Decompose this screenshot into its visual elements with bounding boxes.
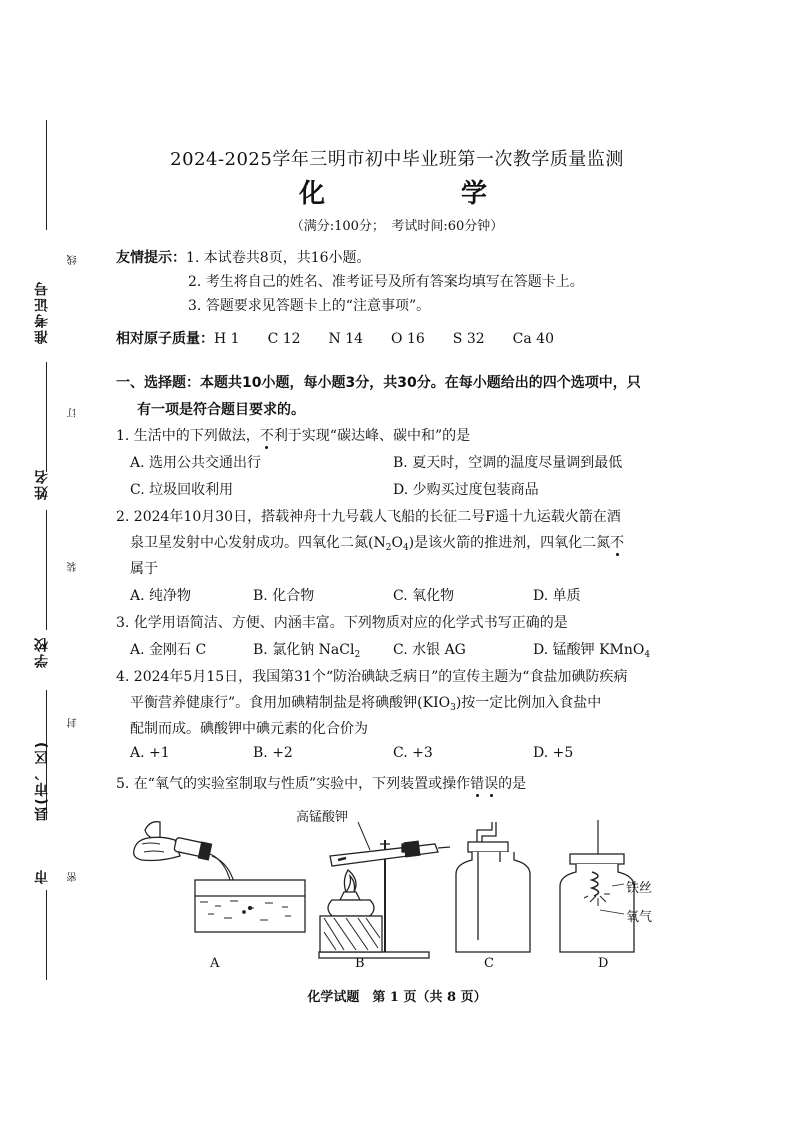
page-footer: 化学试题 第 1 页（共 8 页） <box>307 990 487 1005</box>
question-5-stem <box>116 773 526 793</box>
q2-option-d: D. 单质 <box>533 588 581 604</box>
city-label: 市 <box>34 868 50 884</box>
q1-option-b: B. 夏天时，空调的温度尽量调到最低 <box>393 455 623 471</box>
section-heading: 一、选择题：本题共10小题，每小题3分，共30分。在每小题给出的四个选项中，只 <box>116 375 641 391</box>
label-iron-wire: 铁丝 <box>626 881 653 896</box>
option-text: D. 锰酸钾 KMnO <box>533 642 645 658</box>
margin-line <box>46 510 47 630</box>
q2-option-b: B. 化合物 <box>253 588 315 604</box>
stem-text: O <box>391 535 403 551</box>
question-4-line-3: 配制而成。碘酸钾中碘元素的化合价为 <box>130 721 368 737</box>
apparatus-label-b: B <box>355 956 365 971</box>
question-2-line-2 <box>130 532 624 553</box>
question-4-line-2 <box>130 692 601 713</box>
margin-line <box>46 362 47 472</box>
apparatus-label-a: A <box>210 956 220 971</box>
exam-id-label: 准考证号 <box>34 280 50 344</box>
seal-mark-ding: 订 <box>68 408 79 418</box>
stem-text: 泉卫星发射中心发射成功。四氧化二氮(N <box>130 535 386 551</box>
margin-line <box>46 890 47 980</box>
stem-text: 1. 生活中的下列做法， <box>116 428 260 444</box>
seal-mark-zhuang: 装 <box>68 562 79 572</box>
stem-text: )按一定比例加入食盐中 <box>455 695 602 711</box>
apparatus-a <box>134 822 305 932</box>
q4-option-b: B. +2 <box>253 745 293 761</box>
subscript: 3 <box>450 703 456 713</box>
stem-text: 利于实现“碳达峰、碳中和”的是 <box>273 428 471 444</box>
q4-option-c: C. +3 <box>393 745 433 761</box>
tip-item: 2. 考生将自己的姓名、准考证号及所有答案均填写在答题卡上。 <box>188 274 584 290</box>
apparatus-figure <box>120 800 660 970</box>
exam-meta: （满分:100分； 考试时间:60分钟） <box>290 219 504 234</box>
stem-text: 平衡营养健康行”。食用加碘精制盐是将碘酸钾(KIO <box>130 695 451 711</box>
emphasis-char: 不 <box>259 428 274 444</box>
emphasis-char: 误 <box>484 776 499 792</box>
seal-mark-xian: 线 <box>68 255 79 265</box>
subscript: 2 <box>385 543 392 553</box>
subscript: 2 <box>354 650 361 660</box>
q3-option-d <box>533 639 650 660</box>
question-1-stem <box>116 425 470 445</box>
section-heading-cont: 有一项是符合题目要求的。 <box>137 402 305 418</box>
q3-option-b <box>253 639 360 660</box>
county-label: 县(市、区) <box>34 740 50 821</box>
question-4-line-1: 4. 2024年5月15日，我国第31个“防治碘缺乏病日”的宣传主题为“食盐加碘防疾病 <box>116 669 628 685</box>
q2-option-c: C. 氧化物 <box>393 588 455 604</box>
subscript: 4 <box>402 543 409 553</box>
subscript: 4 <box>644 650 651 660</box>
school-label: 学校 <box>34 636 50 668</box>
name-label: 姓名 <box>34 468 50 500</box>
q4-option-a: A. +1 <box>130 745 170 761</box>
question-3-stem: 3. 化学用语简洁、方便、内涵丰富。下列物质对应的化学式书写正确的是 <box>116 615 568 631</box>
seal-mark-mi: 密 <box>68 872 79 882</box>
subject-title: 化 学 <box>298 179 515 209</box>
tips-label: 友情提示： <box>116 250 186 266</box>
q3-option-a: A. 金刚石 C <box>130 642 207 658</box>
label-oxygen: 氧气 <box>626 910 653 925</box>
label-kmno4: 高锰酸钾 <box>296 810 349 825</box>
apparatus-label-d: D <box>598 956 609 971</box>
exam-title: 2024-2025学年三明市初中毕业班第一次教学质量监测 <box>170 149 624 170</box>
stem-text: 的是 <box>498 776 527 792</box>
q1-option-d: D. 少购买过度包装商品 <box>393 482 539 498</box>
q4-option-d: D. +5 <box>533 745 574 761</box>
question-2-line-3: 属于 <box>130 561 158 577</box>
question-2-line-1: 2. 2024年10月30日，搭载神舟十九号载人飞船的长征二号F遥十九运载火箭在酒 <box>116 509 621 525</box>
stem-text: 5. 在“氧气的实验室制取与性质”实验中，下列装置或操作 <box>116 776 471 792</box>
q1-option-c: C. 垃圾回收利用 <box>130 482 234 498</box>
apparatus-d <box>560 820 634 952</box>
q3-option-c: C. 水银 AG <box>393 642 466 658</box>
emphasis-char: 不 <box>610 535 625 551</box>
tips-line-1 <box>116 247 371 267</box>
q2-option-a: A. 纯净物 <box>130 588 192 604</box>
apparatus-label-c: C <box>484 956 494 971</box>
option-text: B. 氯化钠 NaCl <box>253 642 355 658</box>
atomic-masses-label: 相对原子质量： <box>116 331 214 347</box>
q1-option-a: A. 选用公共交通出行 <box>130 455 262 471</box>
tip-item: 3. 答题要求见答题卡上的“注意事项”。 <box>188 298 431 314</box>
apparatus-b <box>319 822 450 958</box>
atomic-masses <box>116 328 554 348</box>
apparatus-c <box>456 822 530 952</box>
seal-mark-feng: 封 <box>68 718 79 728</box>
tip-item: 1. 本试卷共8页，共16小题。 <box>186 250 371 266</box>
emphasis-char: 错 <box>470 776 485 792</box>
stem-text: )是该火箭的推进剂，四氧化二氮 <box>408 535 611 551</box>
atomic-masses-values: H 1 C 12 N 14 O 16 S 32 Ca 40 <box>214 331 554 347</box>
